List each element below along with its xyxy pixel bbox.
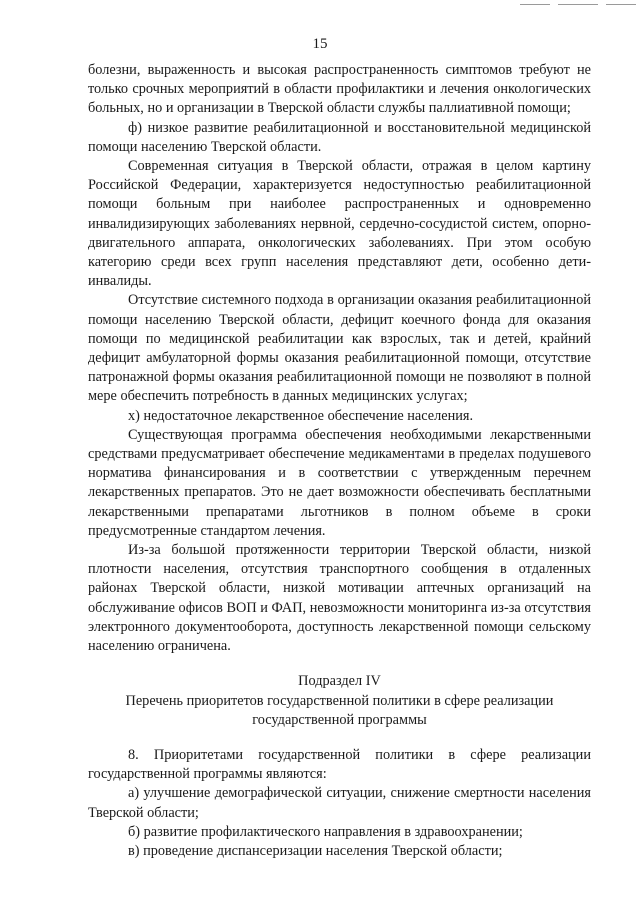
paragraph: Современная ситуация в Тверской области, отражая в целом картину Российской Федерации, характеризуется недоступностью реабилитационной помощи больным при наиболее распространенных и одновременно инвалидизирующих заболеваниях нервной, сердечно-сосудистой систем, опорно-двигательного аппарата, онкологических заболеваниях. При этом особую категорию среди всех групп населения представляют дети, особенно дети-инвалиды. <box>88 158 591 290</box>
page-number: 15 <box>312 36 328 52</box>
scan-mark <box>558 4 598 5</box>
paragraph: ф) низкое развитие реабилитационной и восстановительной медицинской помощи населению Тверской области. <box>88 119 591 155</box>
section-label: Подраздел IV <box>298 673 381 690</box>
document-body <box>88 61 591 861</box>
list-item: в) проведение диспансеризации населения Тверской области; <box>128 842 503 859</box>
paragraph: Существующая программа обеспечения необходимыми лекарственными средствами предусматривает обеспечение медикаментами в пределах подушевого норматива финансирования и в соответствии с утвержденным перечнем лекарственных препаратов. Это не дает возможности обеспечивать бесплатными лекарственными препаратами льготников в полном объеме в сроки предусмотренные стандартом лечения. <box>88 426 591 539</box>
paragraph: Из-за большой протяженности территории Тверской области, низкой плотности населения, отсутствия транспортного сообщения в отдаленных районах Тверской области, низкой мотивации аптечных организаций на обслуживание офисов ВОП и ФАП, невозможности мониторинга из-за отсутствия электронного документооборота, доступность лекарственной помощи сельскому населению ограничена. <box>88 542 591 655</box>
paragraph: х) недостаточное лекарственное обеспечение населения. <box>128 407 474 424</box>
corner-marks <box>512 4 636 22</box>
scan-mark <box>520 4 550 5</box>
section-title: Перечень приоритетов государственной политики в сфере реализации государственной программы <box>125 692 554 728</box>
list-item: а) улучшение демографической ситуации, снижение смертности населения Тверской области; <box>88 785 591 821</box>
list-item: б) развитие профилактического направления в здравоохранении; <box>128 823 523 840</box>
scan-mark <box>606 4 636 5</box>
list-item: 8. Приоритетами государственной политики в сфере реализации государственной программы являются: <box>88 746 591 783</box>
paragraph: болезни, выраженность и высокая распространенность симптомов требуют не только срочных мероприятий в области профилактики и лечения онкологических больных, но и организации в Тверской области службы паллиативной помощи; <box>88 62 591 117</box>
paragraph: Отсутствие системного подхода в организации оказания реабилитационной помощи населению Тверской области, дефицит коечного фонда для оказания помощи по медицинской реабилитации как взрослых, так и детей, крайний дефицит амбулаторной формы оказания реабилитационной помощи, отсутствие патронажной формы оказания реабилитационной помощи не позволяют в полной мере обеспечить потребность в данных медицинских услугах; <box>88 292 591 405</box>
